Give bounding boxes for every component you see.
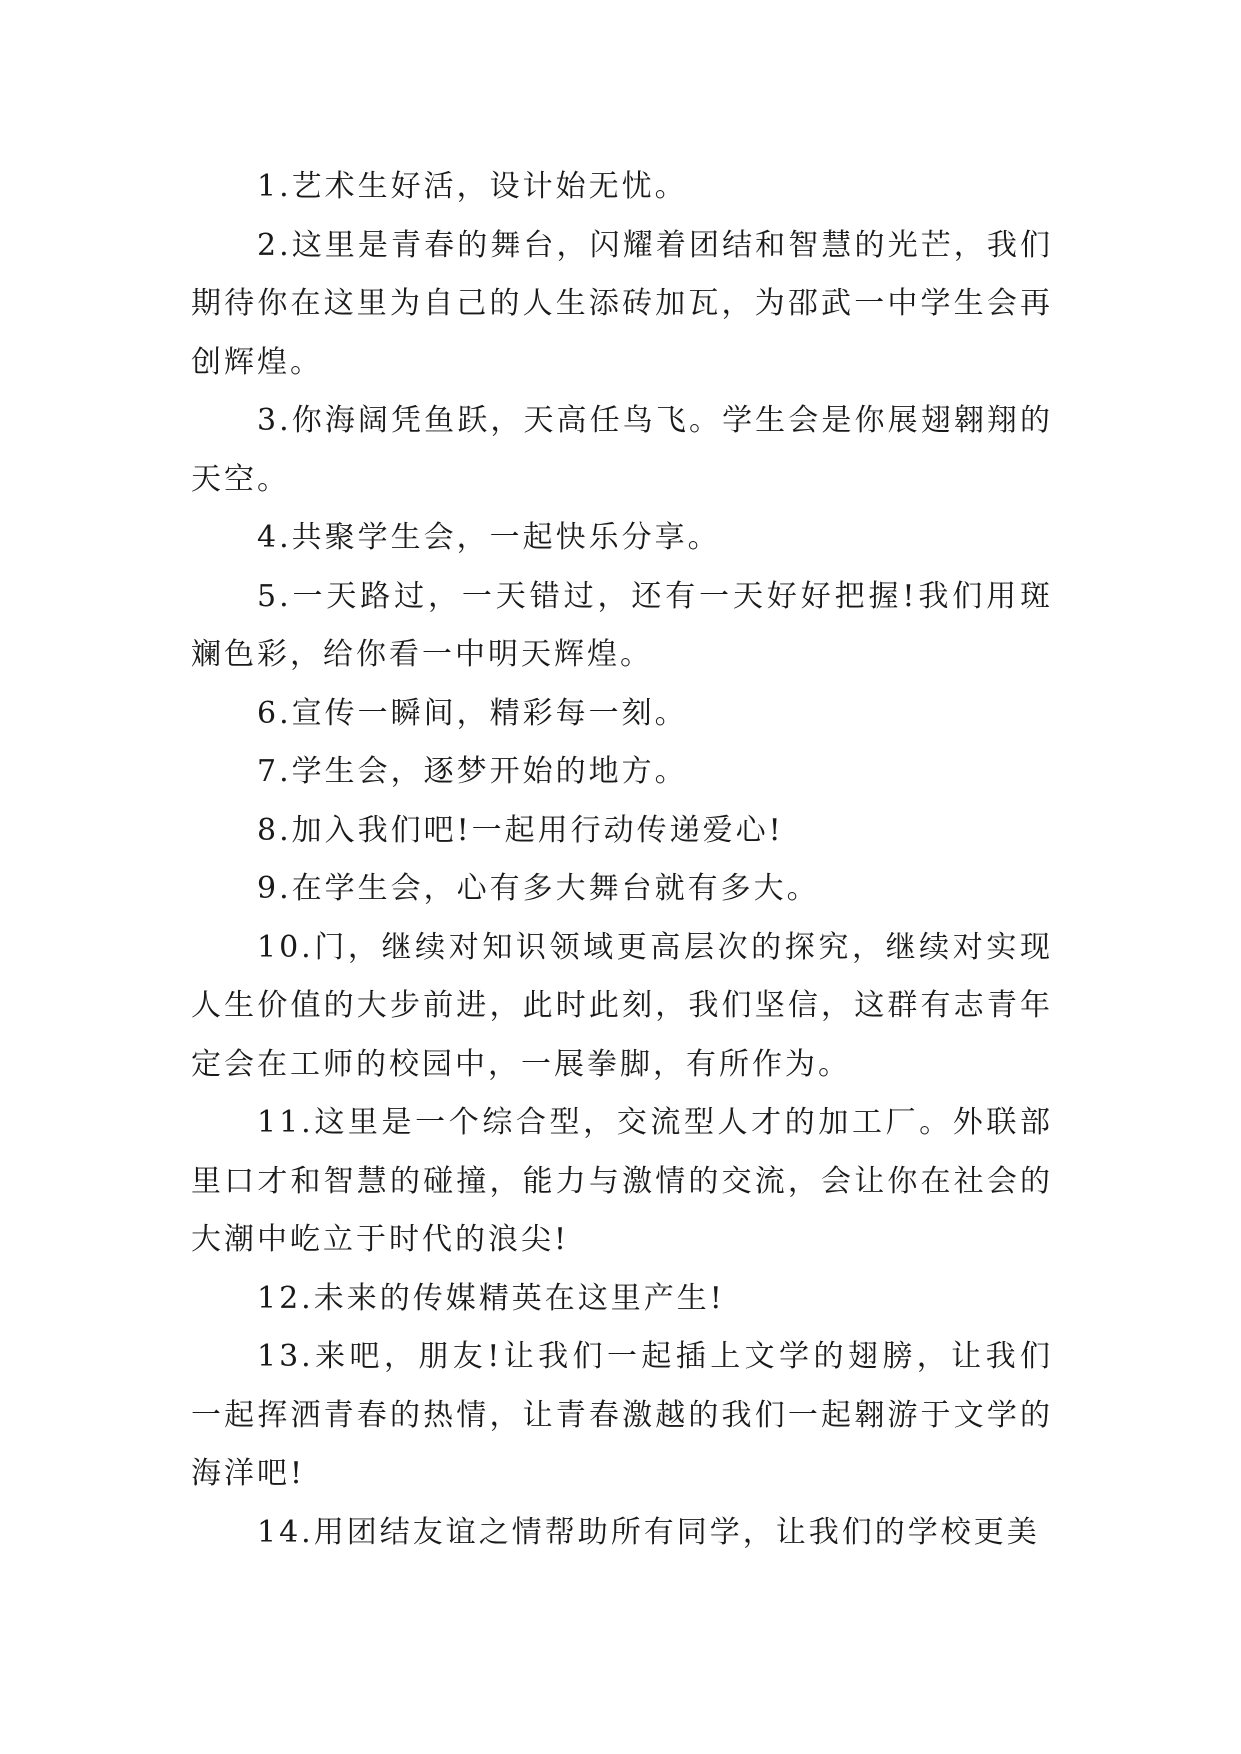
paragraph-14: 14.用团结友谊之情帮助所有同学，让我们的学校更美 <box>257 1514 1040 1550</box>
paragraph-9: 9.在学生会，心有多大舞台就有多大。 <box>257 871 820 906</box>
paragraph-7: 7.学生会，逐梦开始的地方。 <box>257 754 688 789</box>
paragraph-10: 10.门，继续对知识领域更高层次的探究，继续对实现人生价值的大步前进，此时此刻，我们坚信，这群有志青年定会在工师的校园中，一展拳脚，有所作为。 <box>191 929 1053 1082</box>
paragraph-5: 5.一天路过，一天错过，还有一天好好把握!我们用斑斓色彩，给你看一中明天辉煌。 <box>191 578 1053 672</box>
paragraph-2: 2.这里是青春的舞台，闪耀着团结和智慧的光芒，我们期待你在这里为自己的人生添砖加瓦，为邵武一中学生会再创辉煌。 <box>191 227 1053 380</box>
paragraph-4: 4.共聚学生会，一起快乐分享。 <box>257 520 721 555</box>
paragraph-12: 12.未来的传媒精英在这里产生! <box>257 1280 725 1316</box>
paragraph-11: 11.这里是一个综合型，交流型人才的加工厂。外联部里口才和智慧的碰撞，能力与激情的交流，会让你在社会的大潮中屹立于时代的浪尖! <box>191 1105 1053 1257</box>
paragraph-8: 8.加入我们吧!一起用行动传递爱心! <box>257 812 784 848</box>
document-body <box>191 158 1053 1562</box>
paragraph-6: 6.宣传一瞬间，精彩每一刻。 <box>257 695 688 731</box>
paragraph-13: 13.来吧，朋友!让我们一起插上文学的翅膀，让我们一起挥洒青春的热情，让青春激越的我们一起翱游于文学的海洋吧! <box>191 1339 1053 1491</box>
paragraph-1: 1.艺术生好活，设计始无忧。 <box>257 169 688 204</box>
paragraph-3: 3.你海阔凭鱼跃，天高任鸟飞。学生会是你展翅翱翔的天空。 <box>191 403 1053 497</box>
